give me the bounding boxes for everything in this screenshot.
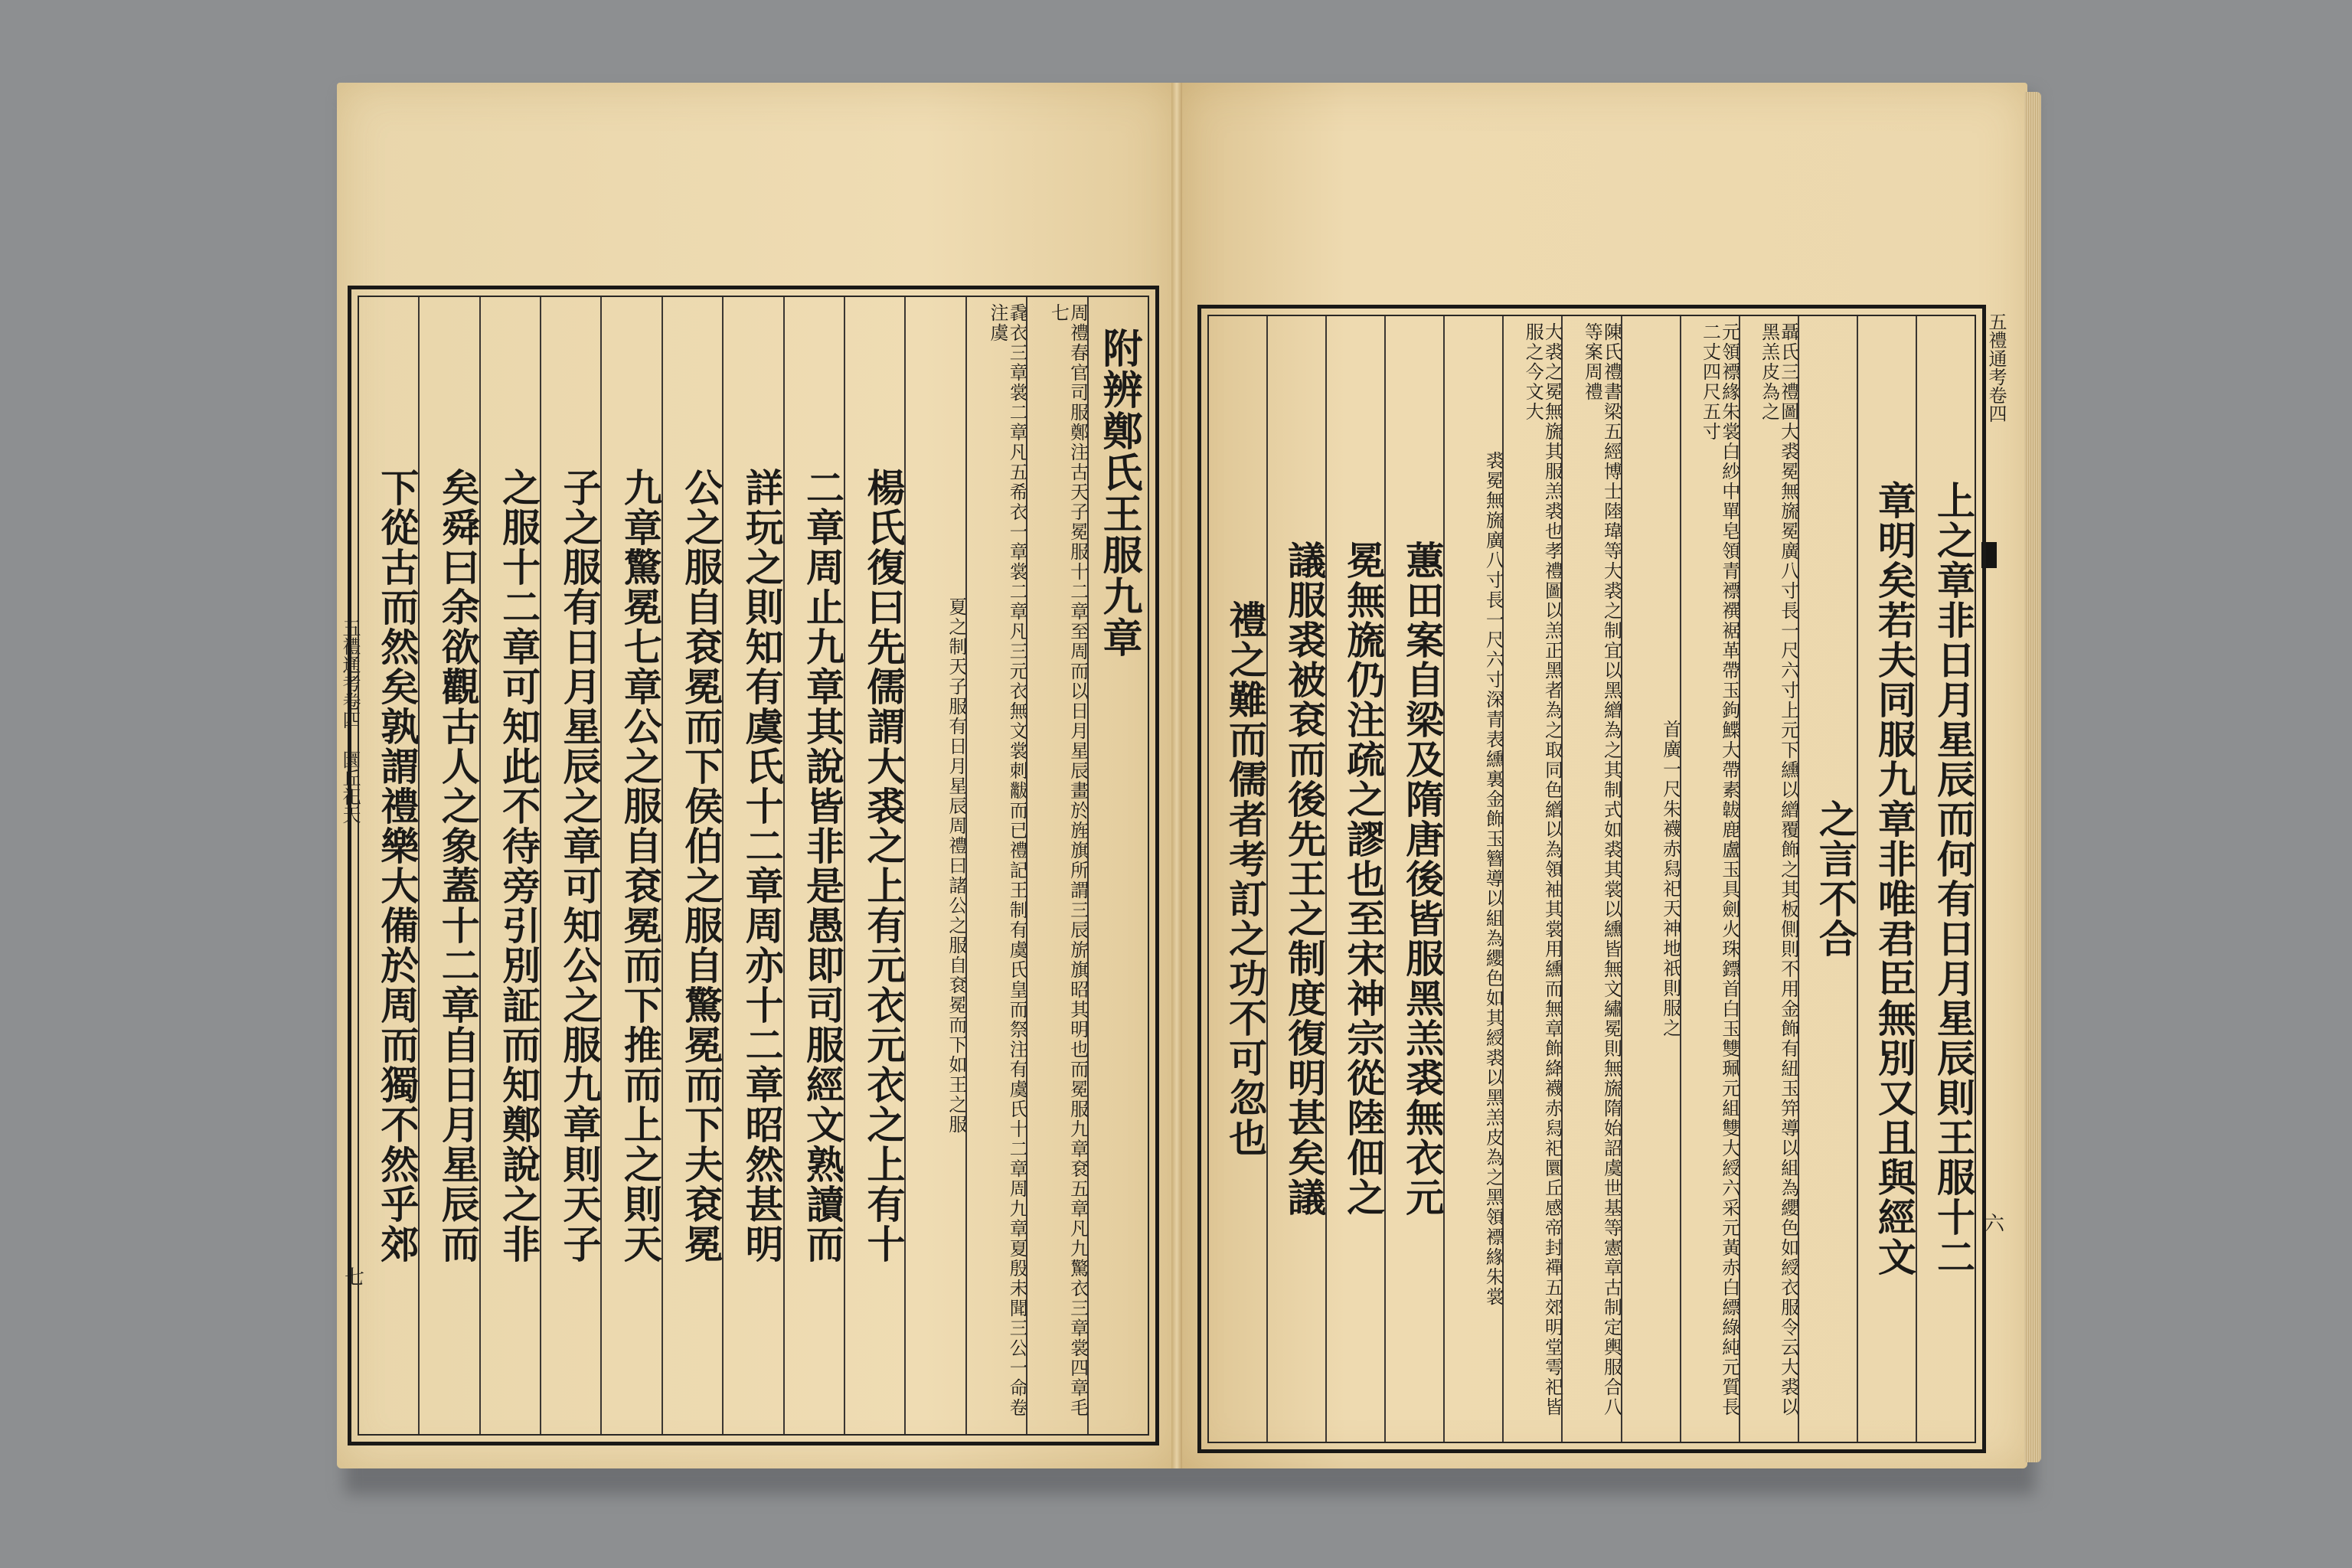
right-columns [1209, 316, 1975, 1442]
left-text-column: 詳玩之則知有虞氏十二章周亦十二章昭然甚明 [722, 297, 782, 1434]
right-text-column: 之言不合 [1798, 316, 1857, 1442]
left-text-column: 楊氏復曰先儒謂大裘之上有元衣元衣之上有十 [844, 297, 904, 1434]
right-text-column: 章明矣若夫同服九章非唯君臣無別又且與經文 [1857, 316, 1916, 1442]
left-text-column: 夏之制天子服有日月星辰周禮曰諸公之服自袞冕而下如王之服 [904, 297, 965, 1434]
left-text-column: 毳衣三章裳二章凡五希衣一章裳二章凡三元衣無文裳刺黻而已禮記王制有虞氏皇而祭注有虞氏十二章周九章夏殷未聞三公一命卷注虞 [965, 297, 1026, 1434]
right-text-column: 陳氏禮書梁五經博士陸瑋等大裘之制宜以黑繒為之其制式如裘其裳以纁皆無文繡冕則無旒隋始詔虞世基等憲章古制定輿服合八等案周禮 [1561, 316, 1620, 1442]
left-text-column: 九章驚冕七章公之服自袞冕而下推而上之則天 [600, 297, 661, 1434]
right-text-column: 冕無旒仍注疏之謬也至宋神宗從陸佃之 [1325, 316, 1384, 1442]
right-text-column: 大裘之冕無旒其服羔裘也孝禮圖以羔正黑者為之取同色繒以為領袖其裳用纁而無章飾絳襪赤舄祀圜丘感帝封禪五郊明堂雩祀皆服之今文大 [1502, 316, 1561, 1442]
left-text-column: 子之服有日月星辰之章可知公之服九章則天子 [540, 297, 600, 1434]
right-text-column: 議服裘被袞而後先王之制度復明甚矣議 [1266, 316, 1325, 1442]
left-text-column: 周禮春官司服鄭注古天子冕服十二章至周而以日月星辰畫於旌旗所謂三辰旂旗昭其明也而冕服九章袞五章凡九驚衣三章裳四章毛七 [1026, 297, 1086, 1434]
right-text-column: 蕙田案自梁及隋唐後皆服黑羔裘無衣元 [1384, 316, 1443, 1442]
section-title: 附辨鄭氏王服九章 [1087, 297, 1148, 1434]
right-page-number: 六 [1984, 1213, 2005, 1236]
right-text-column: 上之章非日月星辰而何有日月星辰則王服十二 [1916, 316, 1975, 1442]
left-text-column: 公之服自袞冕而下侯伯之服自驚冕而下夫袞冕 [662, 297, 722, 1434]
open-book [337, 83, 2027, 1484]
right-text-column: 聶氏三禮圖大裘冕無旒冕廣八寸長一尺六寸上元下纁以繒覆飾之其板側則不用金飾有紐玉笄導以組為纓色如綬衣服令云大裘以黑羔皮為之 [1739, 316, 1798, 1442]
page-edges [2024, 92, 2041, 1462]
left-text-column: 二章周止九章其說皆非是愚即司服經文熟讀而 [783, 297, 844, 1434]
left-page-number: 七 [345, 1266, 365, 1289]
left-text-column: 下從古而然矣孰謂禮樂大備於周而獨不然乎郊 [374, 467, 420, 1264]
left-text-frame [348, 286, 1159, 1446]
right-text-column: 裘冕無旒廣八寸長一尺六寸深青表纁裏金飾玉簪導以組為纓色如其綬裘以黑羔皮為之黑領褾緣朱裳 [1443, 316, 1502, 1442]
right-text-frame [1197, 305, 1986, 1453]
left-text-column: 矣舜曰余欲觀古人之象蓋十二章自日月星辰而 [418, 297, 479, 1434]
right-text-column: 首廣一尺朱襪赤舄祀天神地祇則服之 [1621, 316, 1680, 1442]
right-text-column: 元領褾緣朱裳白紗中單皂領青褾襈裾革帶玉鉤鰈大帶素韍鹿盧玉具劍火珠鏢首白玉雙珮元組雙大綬六采元黃赤白縹綠純元質長二丈四尺五寸 [1680, 316, 1739, 1442]
left-text-column: 之服十二章可知此不待旁引別証而知鄭說之非 [479, 297, 540, 1434]
left-margin-label: 五禮通考卷四 圜丘祀天 [339, 619, 361, 824]
right-text-column: 禮之難而儒者考訂之功不可忽也 [1223, 600, 1269, 1158]
book-gutter [1171, 83, 1182, 1468]
left-columns [359, 297, 1148, 1434]
right-margin-label: 五禮通考卷四 [1985, 312, 2007, 423]
